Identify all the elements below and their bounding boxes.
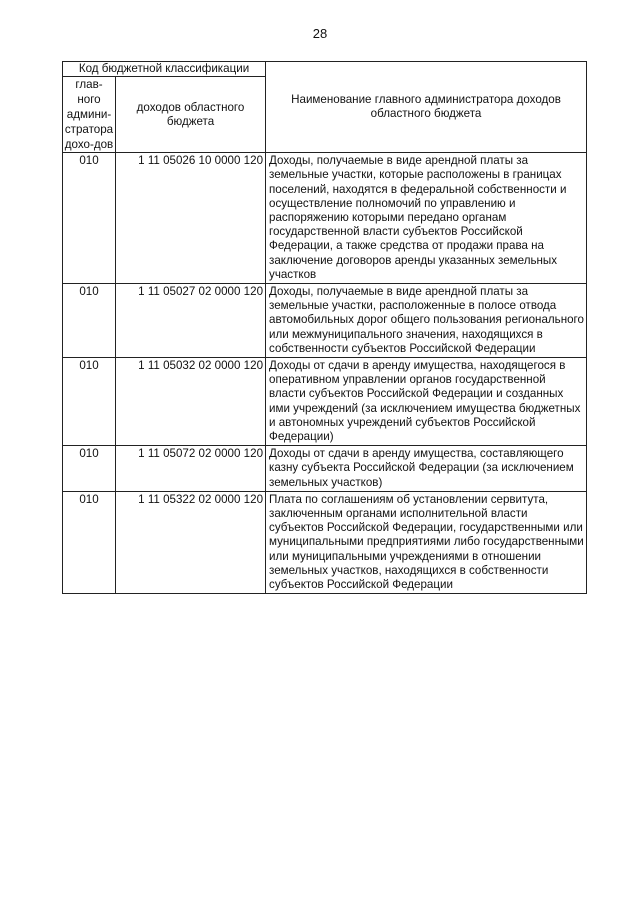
income-code-cell: 1 11 05026 10 0000 120 bbox=[116, 153, 266, 284]
admin-code-cell: 010 bbox=[63, 358, 116, 446]
income-code-cell: 1 11 05027 02 0000 120 bbox=[116, 284, 266, 358]
header-admin: глав-ного админи-стратора дохо-дов bbox=[63, 77, 116, 153]
income-name-cell: Плата по соглашениям об установлении сервитута, заключенным органами исполнительной власти субъектов Российской Федерации, государственными или муниципальными предприятиями либо государственными или муниципальными учреждениями в отношении земельных участков, находящихся в собственности субъектов Российской Федерации bbox=[266, 491, 587, 593]
table-row bbox=[63, 153, 587, 284]
header-classification: Код бюджетной классификации bbox=[63, 62, 266, 77]
table-row bbox=[63, 446, 587, 492]
table-header-row-1 bbox=[63, 62, 587, 77]
income-name-cell: Доходы, получаемые в виде арендной платы за земельные участки, которые расположены в границах поселений, находятся в федеральной собственности и осуществление полномочий по управлению и распоряжению которыми передано органам государственной власти субъектов Российской Федерации, а также средства от продажи права на заключение договоров аренды указанных земельных участков bbox=[266, 153, 587, 284]
header-name: Наименование главного администратора доходов областного бюджета bbox=[266, 62, 587, 153]
income-code-cell: 1 11 05322 02 0000 120 bbox=[116, 491, 266, 593]
income-name-cell: Доходы от сдачи в аренду имущества, находящегося в оперативном управлении органов государственной власти субъектов Российской Федерации и созданных ими учреждений (за исключением имущества бюджетных и автономных учреждений субъектов Российской Федерации) bbox=[266, 358, 587, 446]
admin-code-cell: 010 bbox=[63, 446, 116, 492]
income-name-cell: Доходы, получаемые в виде арендной платы за земельные участки, расположенные в полосе отвода автомобильных дорог общего пользования регионального или межмуниципального значения, находящихся в собственности субъектов Российской Федерации bbox=[266, 284, 587, 358]
admin-code-cell: 010 bbox=[63, 153, 116, 284]
table-row bbox=[63, 491, 587, 593]
table-row bbox=[63, 284, 587, 358]
table-row bbox=[63, 358, 587, 446]
income-code-cell: 1 11 05032 02 0000 120 bbox=[116, 358, 266, 446]
page-number: 28 bbox=[312, 26, 328, 41]
income-code-cell: 1 11 05072 02 0000 120 bbox=[116, 446, 266, 492]
header-income: доходов областного бюджета bbox=[116, 77, 266, 153]
admin-code-cell: 010 bbox=[63, 491, 116, 593]
income-name-cell: Доходы от сдачи в аренду имущества, составляющего казну субъекта Российской Федерации (за исключением земельных участков) bbox=[266, 446, 587, 492]
budget-classification-table bbox=[62, 61, 587, 594]
admin-code-cell: 010 bbox=[63, 284, 116, 358]
